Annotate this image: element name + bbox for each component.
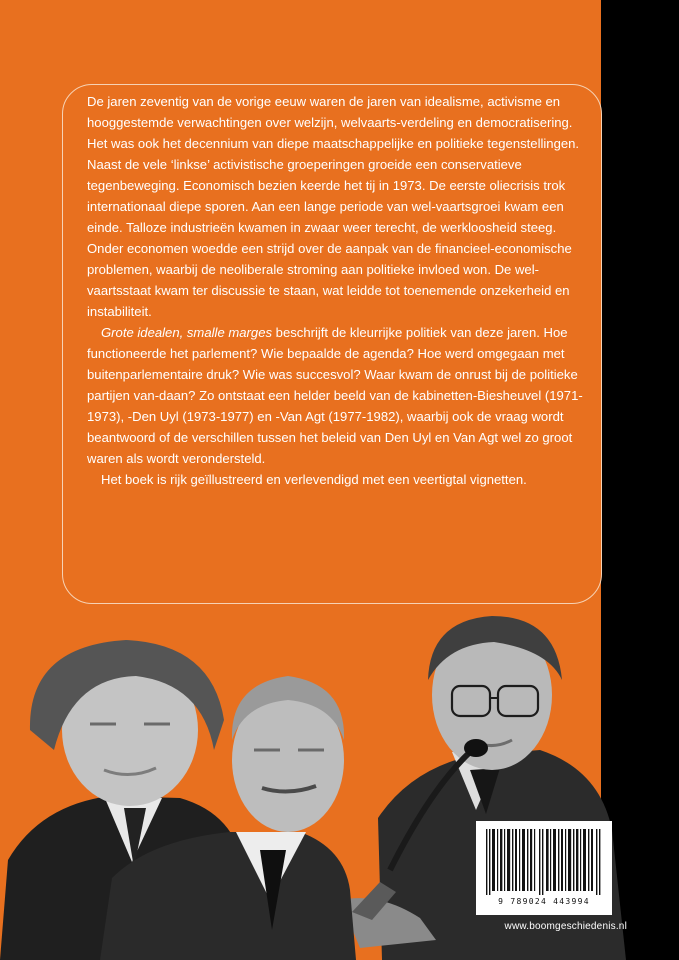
barcode-bars xyxy=(484,829,604,895)
book-title: Grote idealen, smalle marges xyxy=(101,325,273,340)
publisher-website: www.boomgeschiedenis.nl xyxy=(504,921,627,932)
blurb-paragraph-2 xyxy=(87,322,587,469)
blurb-paragraph-3: Het boek is rijk geïllustreerd en verlevendigd met een veertigtal vignetten. xyxy=(101,472,527,487)
blurb-paragraph-1: De jaren zeventig van de vorige eeuw waren de jaren van idealisme, activisme en hooggestemde verwachtingen over welzijn, welvaarts-verdeling en democratisering. Het was ook het decennium van diepe maatschappelijke en politieke tegenstellingen. Naast de vele ‘linkse’ activistische groeperingen groeide een conservatieve tegenbeweging. Economisch bezien keerde het tij in 1973. De eerste oliecrisis trok internationaal diepe sporen. Aan een lange periode van wel-vaartsgroei kwam een einde. Talloze industrieën kwamen in zwaar weer terecht, de werkloosheid steeg. Onder economen woedde een strijd over de aanpak van de financieel-economische problemen, waarbij de neoliberale stroming aan politieke invloed won. De wel-vaartsstaat kwam ter discussie te staan, wat leidde tot toenemende onzekerheid en instabiliteit. xyxy=(87,94,580,319)
barcode xyxy=(476,821,612,915)
blurb-panel xyxy=(62,84,602,604)
isbn-number: 9 789024 443994 xyxy=(498,897,590,906)
blurb-paragraph-2-text: beschrijft de kleurrijke politiek van deze jaren. Hoe functioneerde het parlement? Wie bepaalde de agenda? Hoe werd omgegaan met buitenparlementaire druk? Wie was succesvol? Waar kwam de onrust bij de politieke partijen van-daan? Zo ontstaat een helder beeld van de kabinetten-Biesheuvel (1971-1973), -Den Uyl (1973-1977) en -Van Agt (1977-1982), waarbij ook de vraag wordt beantwoord of de verschillen tussen het beleid van Den Uyl en Van Agt wel zo groot waren als wordt verondersteld. xyxy=(87,325,583,466)
